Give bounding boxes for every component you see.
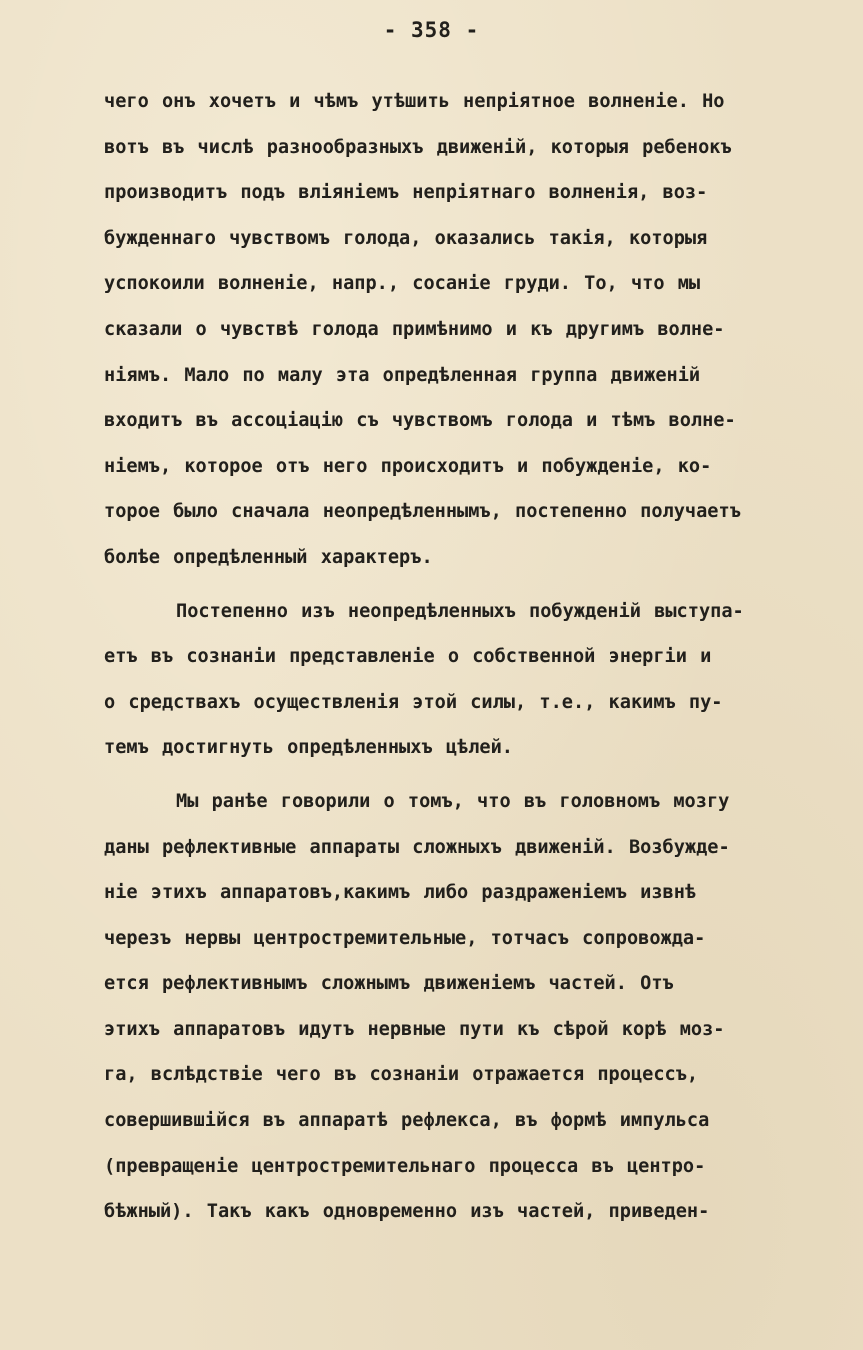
text-line: о средствахъ осуществленія этой силы, т.е., какимъ пу- (104, 691, 723, 713)
text-line: Постепенно изъ неопредѣленныхъ побужденій выступа- (176, 600, 744, 622)
page-number: - 358 - (383, 18, 480, 42)
text-line: этихъ аппаратовъ идутъ нервные пути къ сѣрой корѣ моз- (104, 1018, 725, 1040)
text-line: ется рефлективнымъ сложнымъ движеніемъ частей. Отъ (104, 973, 674, 995)
text-line: Мы ранѣе говорили о томъ, что въ головномъ мозгу (176, 790, 730, 812)
text-line: бѣжный). Такъ какъ одновременно изъ частей, приведен- (104, 1201, 710, 1223)
text-line: даны рефлективные аппараты сложныхъ движеній. Возбужде- (104, 836, 730, 858)
text-line: ніямъ. Мало по малу эта опредѣленная группа движеній (104, 364, 701, 386)
paragraph-2 (104, 597, 859, 779)
text-line: входитъ въ ассоціацію съ чувствомъ голода и тѣмъ волне- (104, 410, 736, 432)
text-line: чего онъ хочетъ и чѣмъ утѣшить непріятное волненіе. Но (104, 91, 725, 112)
paragraph-gap (104, 589, 859, 597)
text-line: вотъ въ числѣ разнообразныхъ движеній, которыя ребенокъ (104, 136, 732, 158)
body-text (104, 87, 859, 1243)
text-line: ніемъ, которое отъ него происходитъ и побужденіе, ко- (104, 455, 712, 477)
text-line: совершившійся въ аппаратѣ рефлекса, въ формѣ импульса (104, 1110, 710, 1132)
paragraph-3 (104, 787, 859, 1243)
text-line: бужденнаго чувствомъ голода, оказались такія, которыя (104, 227, 708, 249)
text-line: производитъ подъ вліяніемъ непріятнаго волненія, воз- (104, 182, 708, 204)
text-line: ніе этихъ аппаратовъ,какимъ либо раздраженіемъ извнѣ (104, 882, 697, 904)
paragraph-gap (104, 779, 859, 787)
text-line: успокоили волненіе, напр., сосаніе груди. То, что мы (104, 273, 701, 295)
text-line: (превращеніе центростремительнаго процесса въ центро- (104, 1155, 706, 1177)
text-line: торое было сначала неопредѣленнымъ, постепенно получаетъ (104, 501, 741, 523)
paragraph-1 (104, 87, 859, 589)
text-line: черезъ нервы центростремительные, тотчасъ сопровожда- (104, 927, 706, 949)
text-line: темъ достигнуть опредѣленныхъ цѣлей. (104, 737, 513, 759)
text-line: га, вслѣдствіе чего въ сознаніи отражается процессъ, (104, 1064, 699, 1086)
text-line: сказали о чувствѣ голода примѣнимо и къ другимъ волне- (104, 318, 725, 340)
text-line: болѣе опредѣленный характеръ. (104, 546, 433, 568)
text-line: етъ въ сознаніи представленіе о собственной энергіи и (104, 646, 712, 668)
